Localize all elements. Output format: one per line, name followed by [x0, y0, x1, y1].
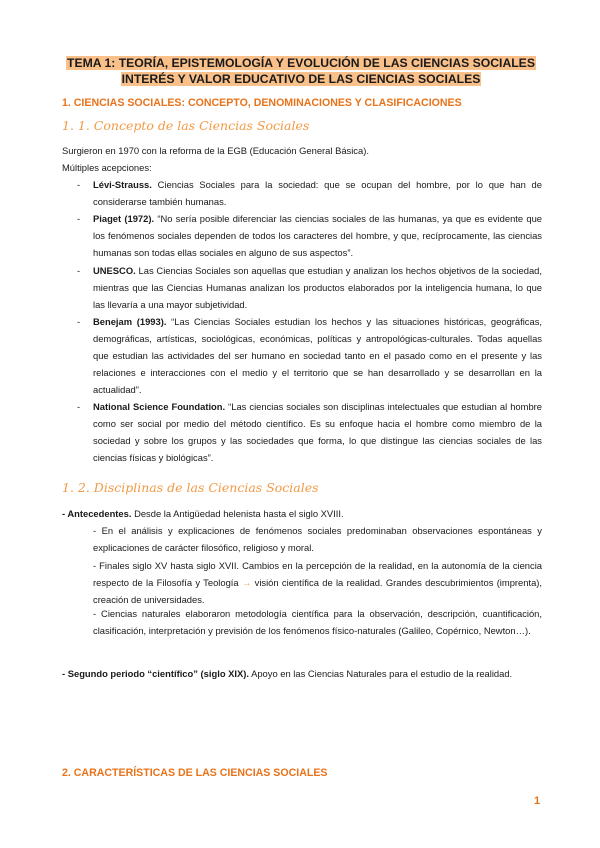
title-line-1: TEMA 1: TEORÍA, EPISTEMOLOGÍA Y EVOLUCIÓN DE LAS CIENCIAS SOCIALES [67, 56, 535, 70]
title-line-2: INTERÉS Y VALOR EDUCATIVO DE LAS CIENCIAS SOCIALES [121, 71, 481, 86]
antecedentes-paragraph-2 [93, 557, 542, 608]
bullet-dash: - [77, 265, 81, 276]
bullet-dash: - [77, 213, 81, 224]
item-text: “No sería posible diferenciar las ciencias sociales de las humanas, ya que es evidente que los fenómenos sociales dependen de todos los caracteres del hombre, y que, recíprocamente, las ciencias humanas son todas ellas sociales en alguno de sus aspectos”. [93, 213, 542, 258]
list-item-piaget [93, 210, 542, 261]
page-number: 1 [534, 795, 541, 807]
bullet-dash: - [77, 401, 81, 412]
antecedentes-label: - Antecedentes. [62, 508, 132, 519]
intro-paragraph: Surgieron en 1970 con la reforma de la EGB (Educación General Básica). [62, 145, 369, 156]
paragraph-2-start: - Finales siglo XV hasta siglo XVII. Cambios en la percepción de la realidad, en la autonomía de la ciencia respecto de la Filosofía y Teología [93, 560, 542, 588]
item-text: “Las ciencias sociales son disciplinas intelectuales que estudian al hombre como ser social por medio del método científico. Es su enfoque hacia el hombre como miembro de la sociedad y sobre los grupos y las sociedades que forma, lo que distingue las ciencias sociales de las ciencias físicas y biológicas”. [93, 401, 542, 463]
bullet-dash: - [77, 316, 81, 327]
subsection-1-1-heading: 1. 1. Concepto de las Ciencias Sociales [62, 118, 310, 133]
item-text: Las Ciencias Sociales son aquellas que estudian y analizan los hechos objetivos de la sociedad, mientras que las Ciencias Humanas analizan los productos elaborados por la inteligencia humana, lo que las llevaría a una mayor subjetividad. [93, 265, 542, 310]
antecedentes-line [62, 505, 542, 522]
section-1-heading: 1. CIENCIAS SOCIALES: CONCEPTO, DENOMINACIONES Y CLASIFICACIONES [62, 97, 462, 109]
list-item-levi-strauss [93, 176, 542, 210]
right-arrow-icon: → [241, 577, 252, 588]
section-2-heading: 2. CARACTERÍSTICAS DE LAS CIENCIAS SOCIALES [62, 767, 328, 779]
item-author: National Science Foundation. [93, 401, 226, 412]
segundo-label: - Segundo periodo “científico” (siglo XIX). [62, 668, 249, 679]
list-item-unesco [93, 262, 542, 313]
antecedentes-paragraph-1: - En el análisis y explicaciones de fenómenos sociales predominaban observaciones espontáneas y explicaciones de carácter filosófico, religioso y moral. [93, 525, 542, 553]
item-author: Benejam (1993). [93, 316, 167, 327]
list-item-benejam [93, 313, 542, 398]
document-title [62, 56, 540, 87]
paragraph-2-end: visión científica de la realidad. Grandes descubrimientos (imprenta), creación de universidades. [93, 577, 543, 605]
segundo-text: Apoyo en las Ciencias Naturales para el estudio de la realidad. [248, 668, 513, 679]
segundo-periodo [62, 665, 542, 682]
antecedentes-text: Desde la Antigüedad helenista hasta el siglo XVIII. [131, 508, 344, 519]
item-text: “Las Ciencias Sociales estudian los hechos y las situaciones históricas, geográficas, demográficas, artísticas, sociológicas, económicas, políticas y antropológicas-culturales. Todas aquellas que estudian las actividades del ser humano en sociedad tanto en el pasado como en el presente y las relaciones e interacciones con el medio y el territorio que se han desarrollado y se desarrollan en la actualidad”. [93, 316, 542, 395]
list-item-nsf [93, 398, 542, 466]
item-text: Ciencias Sociales para la sociedad: que se ocupan del hombre, por lo que han de considerarse también humanas. [93, 179, 542, 207]
item-author: UNESCO. [93, 265, 136, 276]
intro-acepciones: Múltiples acepciones: [62, 162, 152, 173]
antecedentes-paragraph-3: - Ciencias naturales elaboraron metodología científica para la observación, descripción, cuantificación, clasificación, interpretación y previsión de los fenómenos físico-naturales (Galileo, Copérnico, Newton…). [93, 608, 542, 636]
item-author: Lévi-Strauss. [93, 179, 152, 190]
item-author: Piaget (1972). [93, 213, 155, 224]
bullet-dash: - [77, 179, 81, 190]
subsection-1-2-heading: 1. 2. Disciplinas de las Ciencias Sociales [62, 480, 319, 495]
